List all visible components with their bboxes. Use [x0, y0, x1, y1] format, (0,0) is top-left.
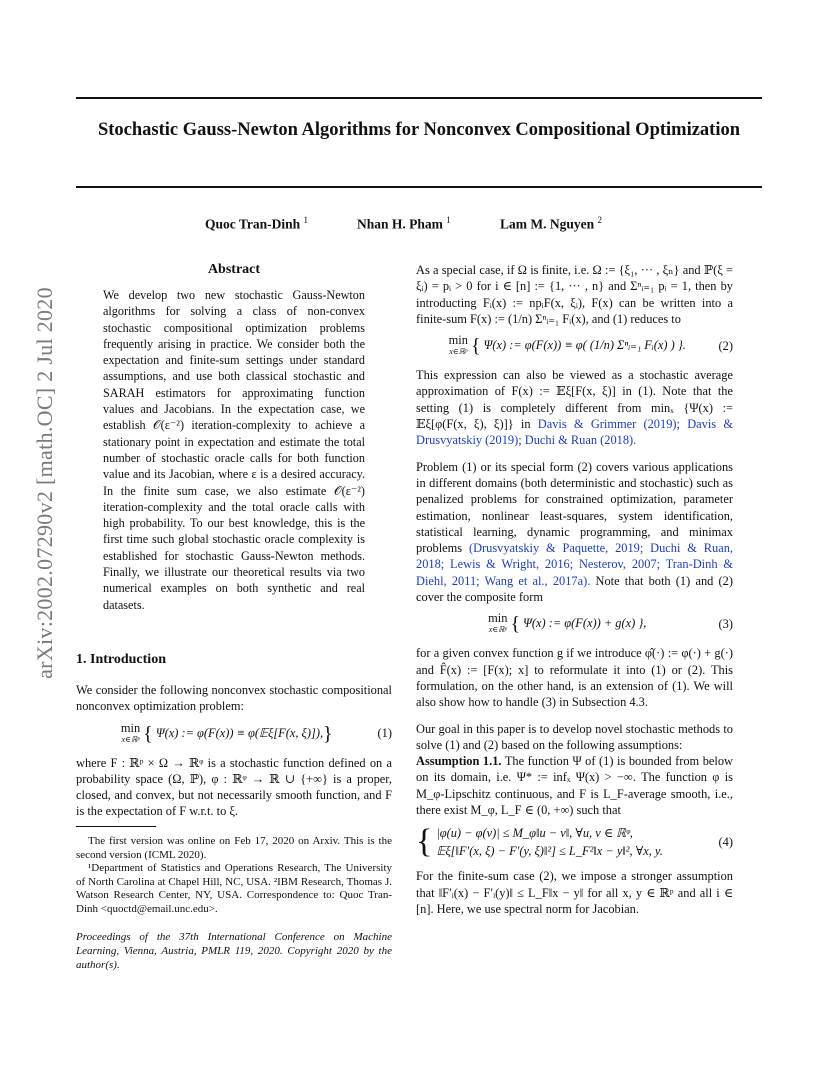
section-heading-introduction: 1. Introduction: [76, 652, 166, 667]
abstract-heading: Abstract: [207, 262, 261, 277]
author-name: Quoc Tran-Dinh: [205, 216, 301, 232]
citation-link[interactable]: (Drusvyatskiy & Paquette, 2019; Duchi & Ruan, 2018; Lewis & Wright, 2016; Nesterov, 2007; Tran-Dinh & Diehl, 2011; Wang et al., 2017a).: [416, 541, 733, 588]
footnote: The first version was online on Feb 17, 2020 on Arxiv. This is the second version (ICML 2020).: [76, 835, 392, 861]
author-1: [205, 215, 308, 233]
equation-3-body: Ψ(x) := φ(F(x)) + g(x) },: [523, 616, 647, 631]
equation-number: (2): [718, 339, 733, 354]
author-name: Nhan H. Pham: [357, 216, 443, 232]
left-column-body: [76, 682, 392, 820]
paragraph: for a given convex function g if we introduce φ̂(·) := φ(·) + g(·) and F̂(x) := [F(x); x] to reformulate it into (1) or (2). This formulation, on the other hand, is an extension of (1). We will also show how to handle (3) in Subsection 4.3.: [416, 646, 733, 710]
equation-4-row: 𝔼ξ[‖F′(x, ξ) − F′(y, ξ)‖²] ≤ L_F²‖x − y‖², ∀x, y.: [436, 844, 663, 859]
assumption-paragraph: Assumption 1.1. The function Ψ of (1) is bounded from below on its domain, i.e. Ψ* := infₓ Ψ(x) > −∞. The function φ is M_φ-Lipschitz continuous, and F is L_F-average smooth, i.e., there exist M_φ, L_F ∈ (0, +∞) such that: [416, 754, 733, 818]
equation-1-body: Ψ(x) := φ(F(x)) ≡ φ(𝔼ξ[F(x, ξ)]),: [155, 725, 324, 740]
min-operator: min x∈ℝᵖ: [120, 720, 141, 744]
author-name: Lam M. Nguyen: [500, 216, 595, 232]
equation-2: min x∈ℝᵖ { Ψ(x) := φ(F(x)) ≡ φ( (1/n) Σⁿᵢ₌₁ Fᵢ(x) ) }. (2): [448, 333, 733, 358]
citation-link[interactable]: Davis & Grimmer (2019); Davis & Drusvyatskiy (2019); Duchi & Ruan (2018).: [416, 417, 733, 448]
equation-number: (1): [377, 726, 392, 741]
intro-paragraph: We consider the following nonconvex stochastic compositional nonconvex optimization problem:: [76, 683, 392, 714]
assumption-label: Assumption 1.1.: [416, 754, 502, 769]
author-affiliation: 2: [597, 215, 602, 225]
paragraph: Problem (1) or its special form (2) covers various applications in different domains (both deterministic and stochastic) such as penalized problems for constrained optimization, parameter estimation, nonlinear least-squares, system identification, statistical learning, dynamic programming, and minimax problems (Drusvyatskiy & Paquette, 2019; Duchi & Ruan, 2018; Lewis & Wright, 2016; Nesterov, 2007; Tran-Dinh & Diehl, 2011; Wang et al., 2017a). Note that both (1) and (2) cover the composite form: [416, 459, 733, 605]
paper-title: Stochastic Gauss-Newton Algorithms for Nonconvex Compositional Optimization: [97, 120, 741, 140]
equation-4: [416, 824, 733, 860]
paragraph: Our goal in this paper is to develop novel stochastic methods to solve (1) and (2) based on the following assumptions:: [416, 721, 733, 752]
footnote-rule: [76, 826, 156, 827]
equation-number: (4): [718, 835, 733, 850]
paragraph: This expression can also be viewed as a stochastic average approximation of F(x) := 𝔼ξ[F(x, ξ)] in (1). Note that the setting (1) is completely different from minₓ {Ψ(x) := 𝔼ξ[φ(F(x, ξ), ξ)]} in Davis & Grimmer (2019); Davis & Drusvyatskiy (2019); Duchi & Ruan (2018).: [416, 368, 733, 448]
proceedings-note: Proceedings of the 37th International Conference on Machine Learning, Vienna, Austria, PMLR 119, 2020. Copyright 2020 by the author(s).: [76, 931, 392, 971]
abstract-text: We develop two new stochastic Gauss-Newton algorithms for solving a class of non-convex stochastic compositional optimization problems frequently arising in practice. We consider both the expectation and finite-sum settings under standard assumptions, and use both classical stochastic and SARAH estimators for approximating function values and Jacobians. In the expectation case, we establish 𝒪(ε⁻²) iteration-complexity to achieve a stationary point in expectation and estimate the total number of stochastic oracle calls for both function value and its Jacobian, where ε is a desired accuracy. In the finite sum case, we also estimate 𝒪(ε⁻²) iteration-complexity and the total oracle calls with high probability. To our best knowledge, this is the first time such global stochastic oracle complexity is established for stochastic Gauss-Newton methods. Finally, we illustrate our theoretical results via two numerical examples on both synthetic and real datasets.: [103, 288, 365, 612]
top-rule: [76, 97, 762, 99]
equation-3: min x∈ℝᵖ { Ψ(x) := φ(F(x)) + g(x) }, (3): [488, 611, 733, 636]
right-column-body: [416, 262, 733, 917]
paragraph: As a special case, if Ω is finite, i.e. Ω := {ξ₁, ··· , ξₙ} and ℙ(ξ = ξᵢ) = pᵢ > 0 for i ∈ [n] := {1, ··· , n} and Σⁿᵢ₌₁ pᵢ = 1, then by introducting Fᵢ(x) := npᵢF(x, ξᵢ), F(x) can be written into a finite-sum F(x) := (1/n) Σⁿᵢ₌₁ Fᵢ(x), and (1) reduces to: [416, 263, 733, 326]
author-3: [500, 215, 602, 233]
paragraph: For the finite-sum case (2), we impose a stronger assumption that ‖F′ᵢ(x) − F′ᵢ(y)‖ ≤ L_F‖x − y‖ for all x, y ∈ ℝᵖ and all i ∈ [n]. Here, we use spectral norm for Jacobian.: [416, 869, 733, 916]
footnote: ¹Department of Statistics and Operations Research, The University of North Carolina at Chapel Hill, NC, USA. ²IBM Research, Thomas J. Watson Research Center, NY, USA. Correspondence to: Quoc Tran-Dinh <quoctd@email.unc.edu>.: [76, 862, 392, 915]
author-affiliation: 1: [303, 215, 309, 225]
equation-number: (3): [718, 617, 733, 632]
left-brace: {: [416, 823, 433, 861]
intro-paragraph: where F : ℝᵖ × Ω → ℝᵠ is a stochastic function defined on a probability space (Ω, ℙ), φ : ℝᵠ → ℝ ∪ {+∞} is a proper, closed, and convex, but not necessarily smooth function, and F is the expectation of F w.r.t. to ξ.: [76, 755, 392, 819]
equation-4-row: |φ(u) − φ(v)| ≤ M_φ‖u − v‖, ∀u, v ∈ ℝᵠ,: [436, 826, 633, 841]
min-operator: min x∈ℝᵖ: [488, 611, 508, 635]
author-affiliation: 1: [446, 215, 451, 225]
footnotes: [76, 826, 392, 917]
min-operator: min x∈ℝᵖ: [448, 333, 468, 357]
title-bottom-rule: [76, 186, 762, 188]
equation-2-body: Ψ(x) := φ(F(x)) ≡ φ( (1/n) Σⁿᵢ₌₁ Fᵢ(x) ) }.: [483, 338, 686, 353]
equation-1: min x∈ℝᵖ { Ψ(x) := φ(F(x)) ≡ φ(𝔼ξ[F(x, ξ)]),} (1): [120, 720, 392, 745]
arxiv-stamp: arXiv:2002.07290v2 [math.OC] 2 Jul 2020: [32, 287, 57, 679]
author-2: [357, 215, 451, 233]
